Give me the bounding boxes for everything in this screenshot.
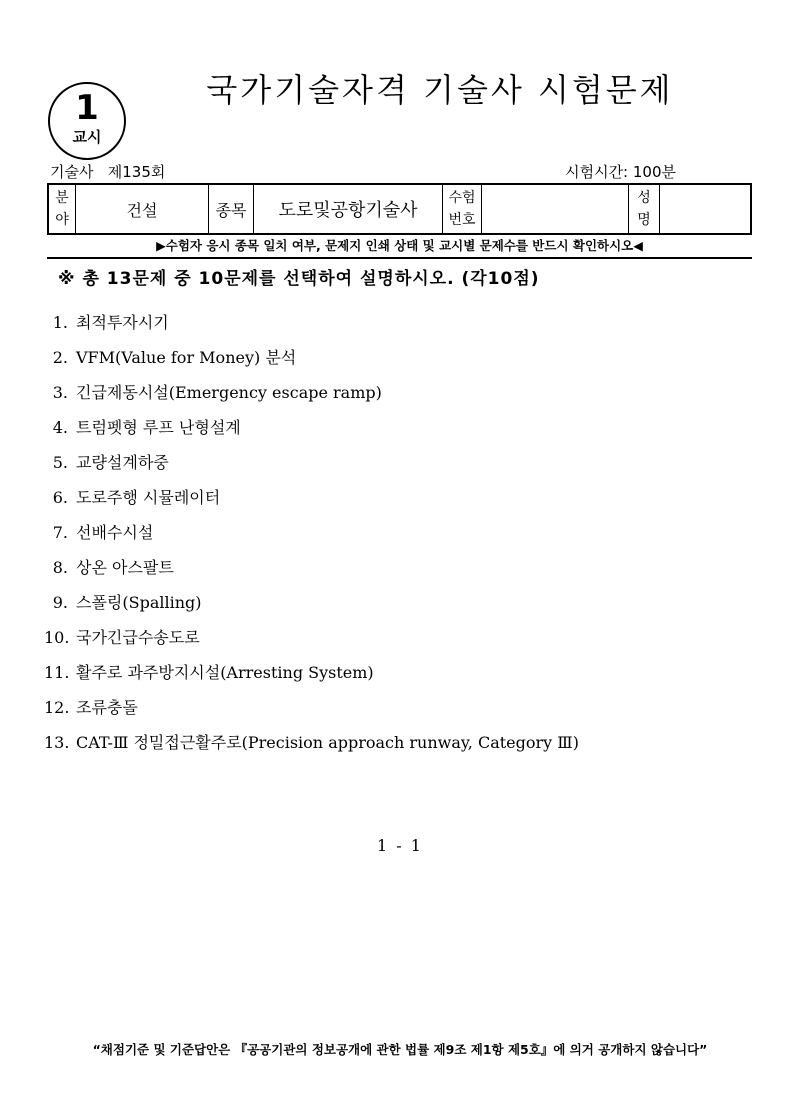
period-number: 1: [75, 88, 99, 128]
question-item: [44, 450, 579, 485]
page-number: 1 - 1: [377, 836, 423, 855]
question-text: 트럼펫형 루프 난형설계: [76, 418, 241, 437]
exam-no-label-cell: [443, 184, 482, 234]
question-number: 9.: [52, 593, 68, 612]
question-item: [44, 520, 579, 555]
field-label-cell: [48, 184, 76, 234]
question-number: 8.: [52, 558, 68, 577]
exam-no-input[interactable]: [482, 184, 629, 234]
exam-info-table: [47, 183, 752, 235]
name-label: 성 명: [637, 190, 651, 228]
exam-no-label: 수험 번호: [448, 190, 476, 228]
instruction: ※ 총 13문제 중 10문제를 선택하여 설명하시오. (각10점): [58, 269, 540, 289]
question-number: 13.: [44, 733, 70, 752]
exam-round: 기술사 제135회: [50, 163, 166, 181]
question-number: 7.: [52, 523, 68, 542]
question-text: 도로주행 시뮬레이터: [76, 488, 221, 507]
question-text: 상온 아스팔트: [76, 558, 174, 577]
notice: ▶수험자 응시 종목 일치 여부, 문제지 인쇄 상태 및 교시별 문제수를 반드시 확인하시오◀: [156, 238, 643, 253]
question-item: [44, 415, 579, 450]
question-number: 2.: [52, 348, 68, 367]
question-number: 11.: [44, 663, 70, 682]
question-item: [44, 695, 579, 730]
field-value: 건설: [76, 184, 209, 234]
period-label: 교시: [72, 128, 102, 146]
question-list: [44, 310, 579, 765]
question-number: 4.: [52, 418, 68, 437]
question-item: [44, 555, 579, 590]
exam-time: 시험시간: 100분: [565, 163, 676, 181]
question-item: [44, 345, 579, 380]
question-text: 교량설계하중: [76, 453, 169, 472]
question-item: [44, 485, 579, 520]
question-number: 10.: [44, 628, 70, 647]
question-text: 활주로 과주방지시설(Arresting System): [76, 663, 374, 682]
category-label: 종목: [209, 184, 254, 234]
question-number: 3.: [52, 383, 68, 402]
question-number: 12.: [44, 698, 70, 717]
question-text: CAT-Ⅲ 정밀접근활주로(Precision approach runway, Category Ⅲ): [76, 733, 579, 752]
name-label-cell: [629, 184, 660, 234]
question-item: [44, 730, 579, 765]
question-item: [44, 625, 579, 660]
question-text: VFM(Value for Money) 분석: [76, 348, 297, 367]
question-text: 조류충돌: [76, 698, 138, 717]
divider: [47, 257, 752, 259]
period-badge: [48, 82, 126, 160]
category-value: 도로및공항기술사: [254, 184, 443, 234]
field-label: 분 야: [55, 190, 69, 228]
footer-note: “채점기준 및 기준답안은 『공공기관의 정보공개에 관한 법률 제9조 제1항 제5호』에 의거 공개하지 않습니다”: [92, 1042, 708, 1057]
question-item: [44, 660, 579, 695]
question-number: 1.: [52, 313, 68, 332]
question-text: 국가긴급수송도로: [76, 628, 200, 647]
question-number: 5.: [52, 453, 68, 472]
question-item: [44, 380, 579, 415]
question-text: 선배수시설: [76, 523, 154, 542]
question-item: [44, 590, 579, 625]
question-text: 긴급제동시설(Emergency escape ramp): [76, 383, 382, 402]
question-text: 스폴링(Spalling): [76, 593, 202, 612]
question-item: [44, 310, 579, 345]
question-text: 최적투자시기: [76, 313, 169, 332]
name-input[interactable]: [660, 184, 752, 234]
question-number: 6.: [52, 488, 68, 507]
page-title: 국가기술자격 기술사 시험문제: [206, 71, 674, 109]
